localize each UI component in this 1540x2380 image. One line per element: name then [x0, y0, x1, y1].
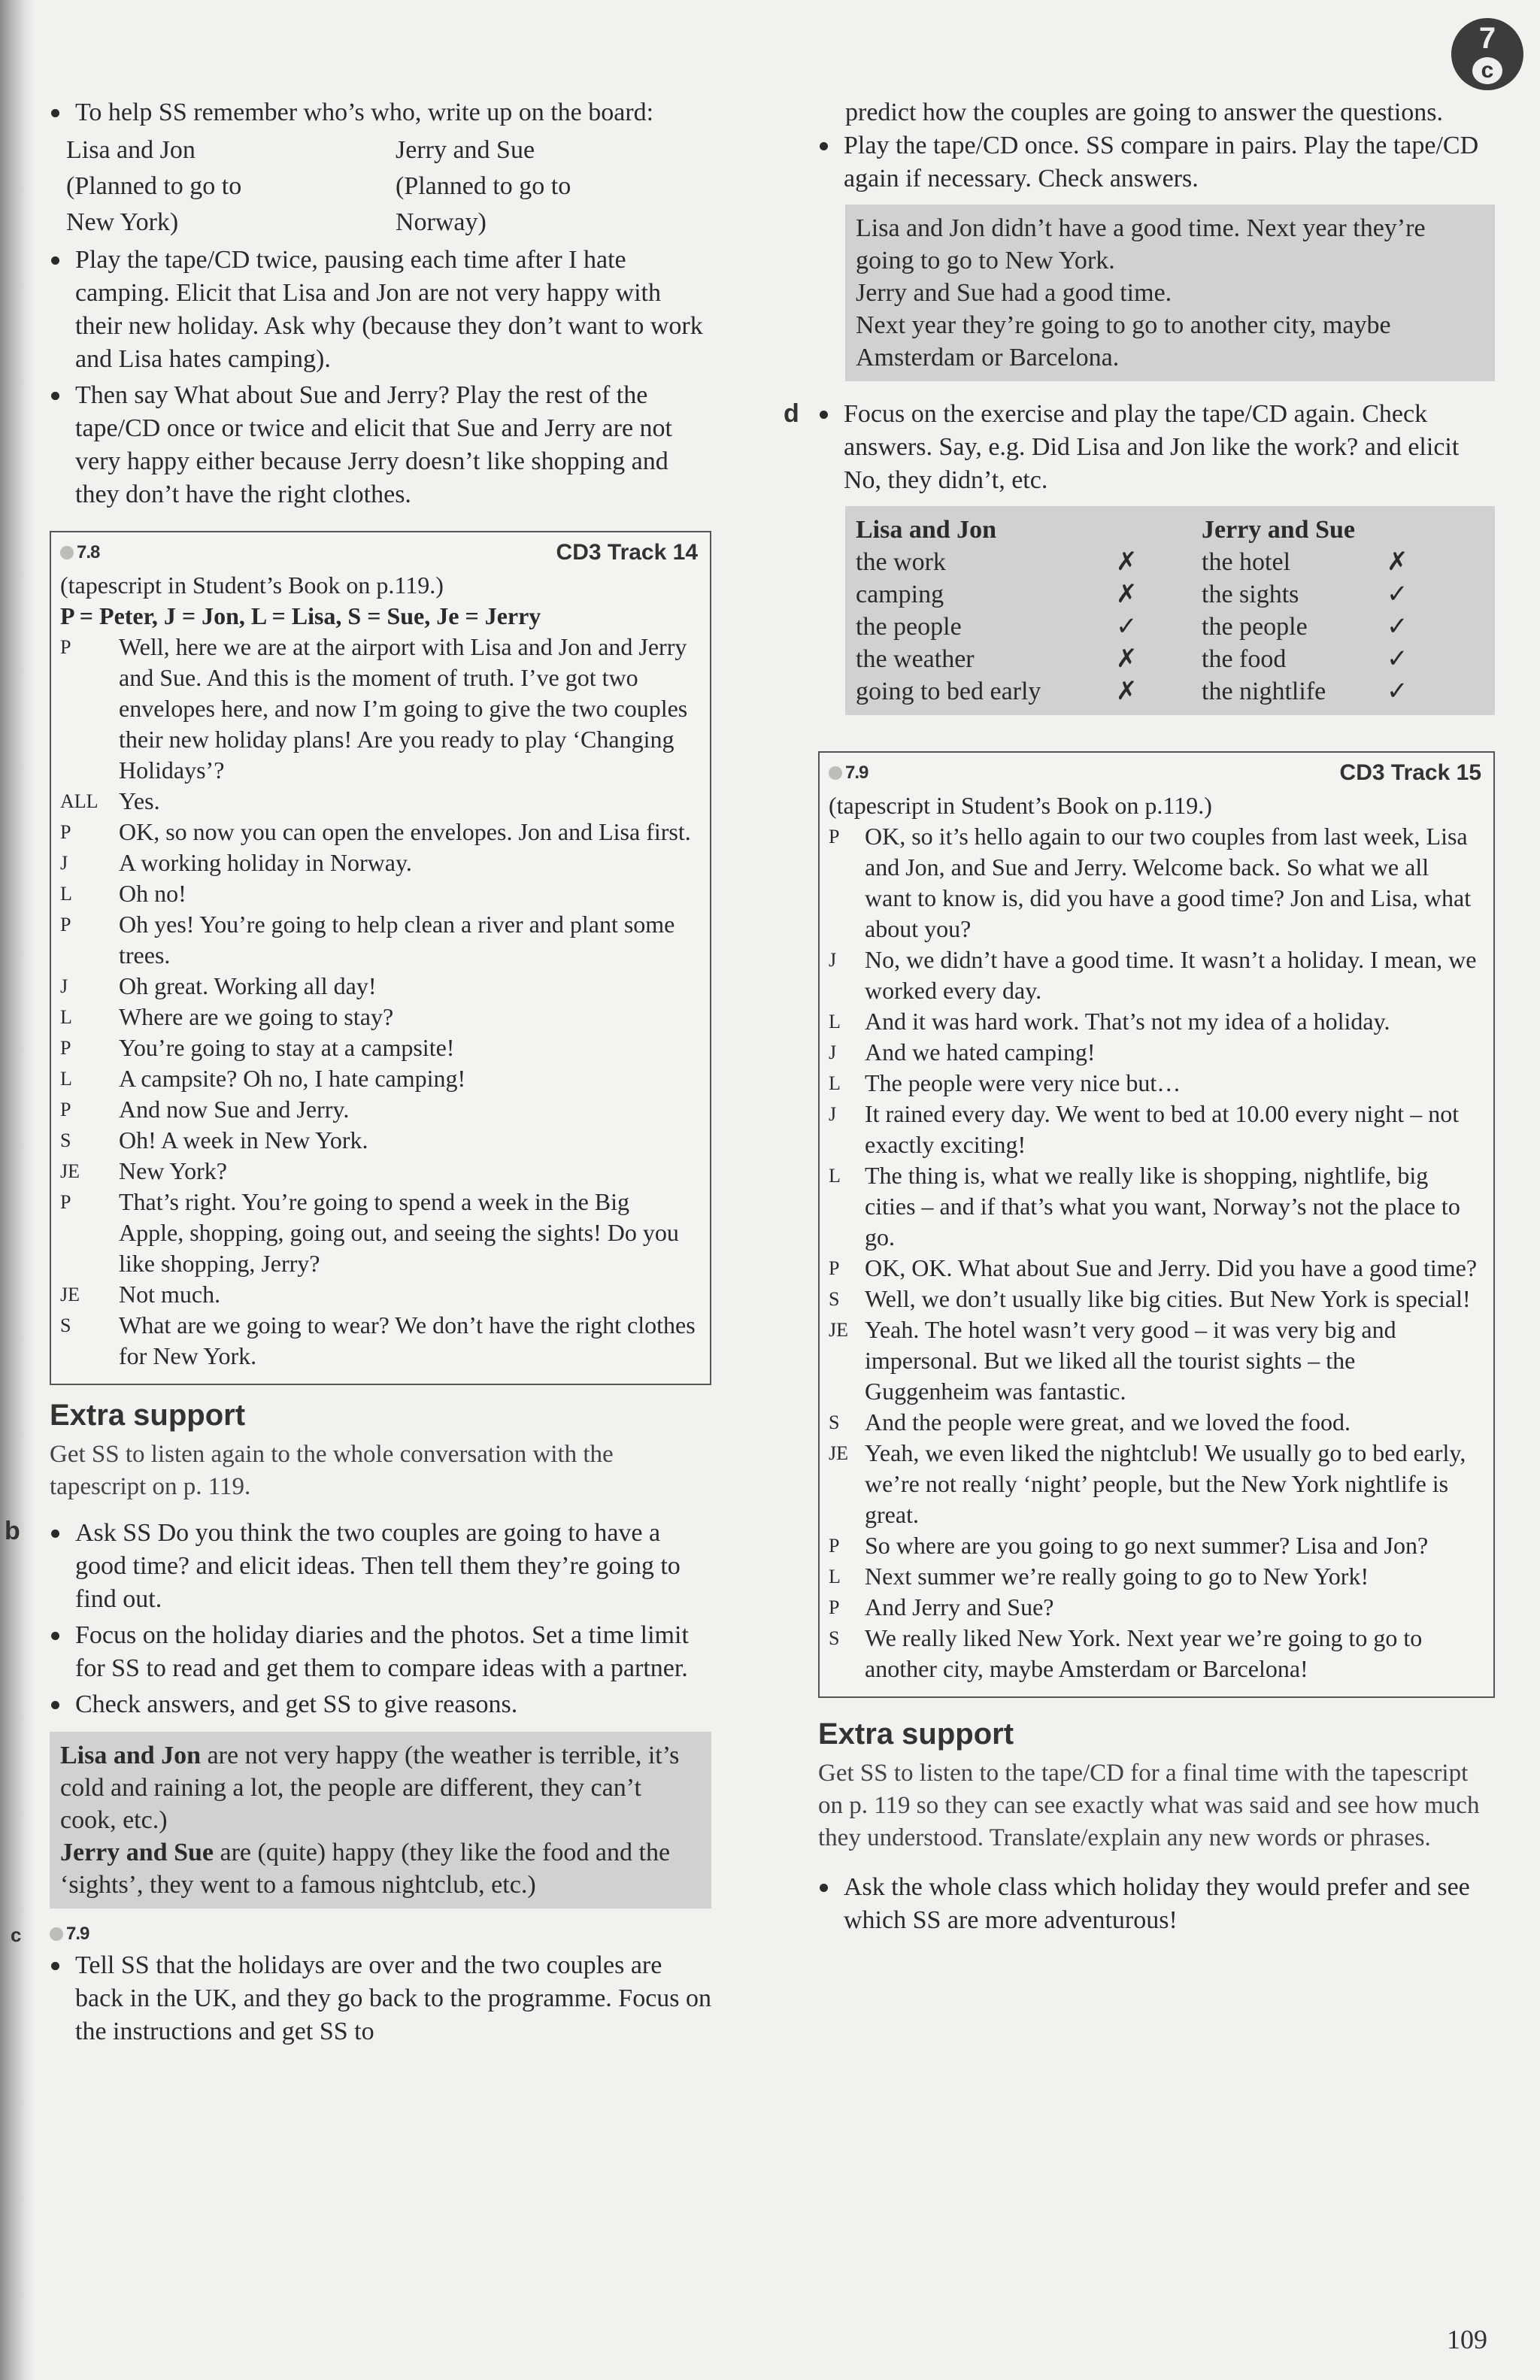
- speaker-label: L: [829, 1011, 841, 1032]
- item-label: the people: [856, 613, 962, 641]
- speaker-text: New York?: [119, 1157, 227, 1184]
- speaker-text: OK, so it’s hello again to our two couples from last week, Lisa and Jon, and Sue and Jerry. Welcome back. So what we all want to know is, did you have a good time? Jon and Lisa, what about you?: [865, 823, 1472, 942]
- answer-line: Lisa and Jon didn’t have a good time. Next year they’re going to go to New York.: [856, 214, 1426, 274]
- track-number: 7.9: [66, 1924, 89, 1944]
- tapescript-line: [60, 1187, 698, 1279]
- speaker-label: L: [829, 1165, 841, 1187]
- tapescript-note: (tapescript in Student’s Book on p.119.): [829, 792, 1212, 819]
- speaker-label: J: [829, 1041, 837, 1063]
- item-label: camping: [856, 581, 944, 608]
- tapescript-box-7-9: [818, 751, 1495, 1698]
- speaker-text: You’re going to stay at a campsite!: [119, 1034, 455, 1061]
- bullet-whole-class: Ask the whole class which holiday they would prefer and see which SS are more adventurous!: [818, 1871, 1495, 1937]
- tapescript-line: [829, 1160, 1481, 1253]
- speaker-text: Where are we going to stay?: [119, 1003, 394, 1030]
- tapescript-line: [829, 1592, 1481, 1623]
- speaker-text: That’s right. You’re going to spend a week in the Big Apple, shopping, going out, and seeing the sights! Do you like shopping, Jerry?: [119, 1188, 679, 1277]
- bullet-holiday-diaries: Focus on the holiday diaries and the photos. Set a time limit for SS to read and get them to compare ideas with a partner.: [50, 1619, 711, 1685]
- extra-support-text: Get SS to listen to the tape/CD for a final time with the tapescript on p. 119 so they can see exactly what was said and see how much they understood. Translate/explain any new words or phrases.: [818, 1760, 1480, 1851]
- mark-icon: ✓: [1387, 678, 1408, 705]
- speaker-label: S: [60, 1129, 71, 1151]
- bullet-holidays-over: Tell SS that the holidays are over and the two couples are back in the UK, and they go back to the programme. Focus on the instructions and get SS to: [50, 1949, 711, 2048]
- speaker-text: What are we going to wear? We don’t have the right clothes for New York.: [119, 1311, 696, 1369]
- speaker-label: P: [829, 1596, 840, 1618]
- page-binding-shadow: [0, 0, 35, 2380]
- mark-icon: ✓: [1387, 581, 1408, 608]
- speaker-label: J: [60, 975, 68, 997]
- speaker-label: JE: [829, 1319, 848, 1341]
- speaker-label: P: [60, 1037, 71, 1059]
- tapescript-line: [829, 1407, 1481, 1438]
- board-line: Norway): [396, 208, 487, 236]
- speaker-text: OK, OK. What about Sue and Jerry. Did you have a good time?: [865, 1254, 1478, 1281]
- speaker-label: P: [60, 1099, 71, 1120]
- board-line: New York): [66, 208, 179, 236]
- speaker-text: Yeah. The hotel wasn’t very good – it was very big and impersonal. But we liked all the tourist sights – the Guggenheim was fantastic.: [865, 1316, 1396, 1405]
- likes-table-head: [856, 514, 1484, 546]
- likes-row: [856, 675, 1484, 708]
- speaker-label: P: [60, 914, 71, 935]
- tapescript-note: (tapescript in Student’s Book on p.119.): [60, 572, 444, 599]
- track-label: CD3 Track 15: [1339, 760, 1481, 785]
- item-label: going to bed early: [856, 678, 1041, 705]
- speaker-label: JE: [60, 1284, 80, 1305]
- bullet-check-answers: Check answers, and get SS to give reasons.: [50, 1688, 711, 1721]
- answers-box-b: [50, 1732, 711, 1909]
- bullet-board: To help SS remember who’s who, write up on the board:: [50, 96, 711, 129]
- tapescript-line: [60, 847, 698, 878]
- speaker-text: The thing is, what we really like is shopping, nightlife, big cities – and if that’s what you want, Norway’s not the place to go.: [865, 1162, 1460, 1251]
- mark-icon: ✗: [1116, 548, 1138, 576]
- track-number: 7.9: [845, 763, 869, 783]
- tapescript-line: [829, 1037, 1481, 1068]
- board-line: (Planned to go to: [396, 172, 571, 200]
- speaker-text: Oh yes! You’re going to help clean a river and plant some trees.: [119, 911, 675, 969]
- extra-support-heading: Extra support: [50, 1399, 246, 1432]
- tapescript-lines: [60, 632, 698, 1372]
- bullet-sue-jerry: Then say What about Sue and Jerry? Play the rest of the tape/CD once or twice and elicit that Sue and Jerry are not very happy either because Jerry doesn’t like shopping and they don’t have the right clothes.: [50, 379, 711, 511]
- tapescript-line: [60, 1002, 698, 1032]
- section-b: [5, 1517, 711, 1909]
- tapescript-line: [60, 786, 698, 817]
- section-letter: d: [784, 399, 799, 428]
- board-line: Lisa and Jon: [66, 136, 196, 164]
- speaker-text: The people were very nice but…: [865, 1069, 1181, 1096]
- mark-icon: ✗: [1387, 548, 1408, 576]
- speaker-label: JE: [60, 1160, 80, 1182]
- section-letter: c: [11, 1924, 22, 1946]
- speaker-text: We really liked New York. Next year we’re going to go to another city, maybe Amsterdam or Barcelona!: [865, 1624, 1423, 1682]
- tapescript-line: [829, 1623, 1481, 1684]
- speaker-text: Yes.: [119, 787, 160, 814]
- speaker-text: Oh! A week in New York.: [119, 1126, 368, 1154]
- item-label: the sights: [1202, 581, 1299, 608]
- tapescript-line: [829, 1253, 1481, 1284]
- speaker-label: S: [829, 1288, 840, 1310]
- section-c: [11, 1924, 712, 2048]
- speaker-text: Next summer we’re really going to go to New York!: [865, 1563, 1369, 1590]
- tapescript-line: [60, 1310, 698, 1372]
- bullet-play-once: Play the tape/CD once. SS compare in pairs. Play the tape/CD again if necessary. Check answers.: [818, 129, 1495, 196]
- speaker-label: P: [829, 826, 840, 847]
- extra-support-heading: Extra support: [818, 1718, 1014, 1751]
- speaker-text: Yeah, we even liked the nightclub! We usually go to bed early, we’re not really ‘night’ people, but the New York nightlife is great.: [865, 1439, 1466, 1528]
- speaker-text: And it was hard work. That’s not my idea of a holiday.: [865, 1008, 1390, 1035]
- board-col-jerry-sue: [396, 132, 696, 241]
- tapescript-line: [60, 632, 698, 786]
- speaker-text: No, we didn’t have a good time. It wasn’t a holiday. I mean, we worked every day.: [865, 946, 1477, 1004]
- speaker-text: A working holiday in Norway.: [119, 849, 412, 876]
- board-col-lisa-jon: [66, 132, 396, 241]
- mark-icon: ✗: [1116, 678, 1138, 705]
- tapescript-line: [60, 971, 698, 1002]
- speaker-text: Well, we don’t usually like big cities. But New York is special!: [865, 1285, 1471, 1312]
- speaker-label: P: [829, 1257, 840, 1279]
- answers-box-c: [845, 205, 1495, 381]
- answer-name: Lisa and Jon: [60, 1742, 202, 1769]
- speaker-label: L: [60, 1006, 72, 1028]
- bullet-play-twice: Play the tape/CD twice, pausing each time after I hate camping. Elicit that Lisa and Jon are not very happy with their new holiday. Ask why (because they don’t want to work and Lisa hates camping).: [50, 244, 711, 376]
- answer-lisa-jon: [60, 1739, 701, 1836]
- tapescript-line: [829, 1561, 1481, 1592]
- speaker-text: And now Sue and Jerry.: [119, 1096, 350, 1123]
- likes-table-rows: [856, 546, 1484, 708]
- speaker-label: L: [60, 1068, 72, 1090]
- speaker-text: Not much.: [119, 1281, 221, 1308]
- speaker-label: S: [829, 1627, 840, 1649]
- speaker-label: J: [60, 852, 68, 874]
- mark-icon: ✓: [1387, 613, 1408, 641]
- item-label: the nightlife: [1202, 678, 1326, 705]
- speaker-text: A campsite? Oh no, I hate camping!: [119, 1065, 466, 1092]
- tapescript-line: [829, 1438, 1481, 1530]
- page-number: 109: [1447, 2324, 1487, 2354]
- tapescript-line: [829, 821, 1481, 944]
- speaker-label: S: [829, 1411, 840, 1433]
- bullet-ask-ss: Ask SS Do you think the two couples are going to have a good time? and elicit ideas. Then tell them they’re going to find out.: [50, 1517, 711, 1616]
- tapescript-line: [829, 1284, 1481, 1314]
- tapescript-line: [60, 909, 698, 971]
- tapescript-line: [829, 1099, 1481, 1160]
- track-label: CD3 Track 14: [556, 540, 698, 565]
- mark-icon: ✗: [1116, 581, 1138, 608]
- speaker-label: JE: [829, 1442, 848, 1464]
- answer-text: are (quite) happy (they like the food and the ‘sights’, they went to a famous nightclub, etc.): [60, 1839, 671, 1899]
- speaker-label: P: [60, 636, 71, 658]
- answer-line: Next year they’re going to go to another city, maybe Amsterdam or Barcelona.: [856, 311, 1391, 371]
- tapescript-line: [60, 1032, 698, 1063]
- audio-icon: [50, 1924, 89, 1944]
- section-d: [784, 398, 1495, 715]
- item-label: the people: [1202, 613, 1308, 641]
- tapescript-line: [829, 944, 1481, 1006]
- item-label: the food: [1202, 645, 1287, 673]
- item-label: the hotel: [1202, 548, 1291, 576]
- speaker-label: L: [829, 1072, 841, 1094]
- speaker-label: P: [829, 1535, 840, 1557]
- answer-text: are not very happy (the weather is terrible, it’s cold and raining a lot, the people are different, they can’t cook, etc.): [60, 1742, 680, 1834]
- audio-icon: [829, 763, 868, 784]
- col-head-lisa-jon: Lisa and Jon: [856, 516, 997, 544]
- speaker-text: And the people were great, and we loved the food.: [865, 1408, 1351, 1436]
- item-label: the work: [856, 548, 946, 576]
- speaker-label: S: [60, 1314, 71, 1336]
- tapescript-line: [829, 1068, 1481, 1099]
- board-names: [50, 132, 711, 241]
- section-letter: b: [5, 1517, 20, 1545]
- mark-icon: ✓: [1387, 645, 1408, 673]
- tapescript-line: [60, 1156, 698, 1187]
- left-column: [5, 96, 712, 2051]
- tapescript-header: [829, 760, 1481, 786]
- mark-icon: ✗: [1116, 645, 1138, 673]
- speaker-text: Well, here we are at the airport with Lisa and Jon and Jerry and Sue. And this is the moment of truth. I’ve got two envelopes here, and now I’m going to give the two couples their new holiday plans! Are you ready to play ‘Changing Holidays’?: [119, 633, 688, 784]
- likes-row: [856, 546, 1484, 578]
- unit-badge: [1451, 18, 1523, 90]
- answer-line: Jerry and Sue had a good time.: [856, 279, 1172, 307]
- tapescript-line: [60, 817, 698, 847]
- tapescript-lines: [829, 821, 1481, 1684]
- extra-support-text: Get SS to listen again to the whole conversation with the tapescript on p. 119.: [50, 1441, 614, 1500]
- speaker-label: P: [60, 821, 71, 843]
- tapescript-header: [60, 540, 698, 565]
- answer-jerry-sue: [60, 1836, 701, 1901]
- speaker-label: P: [60, 1191, 71, 1213]
- unit-number: 7: [1478, 22, 1496, 55]
- answer-name: Jerry and Sue: [60, 1839, 214, 1866]
- tapescript-line: [60, 1063, 698, 1094]
- bullet-focus-exercise: Focus on the exercise and play the tape/CD again. Check answers. Say, e.g. Did Lisa and Jon like the work? and elicit No, they didn’t, etc.: [818, 398, 1495, 497]
- board-line: (Planned to go to: [66, 172, 242, 200]
- speaker-label: ALL: [60, 790, 99, 812]
- col-head-jerry-sue: Jerry and Sue: [1202, 516, 1355, 544]
- unit-letter: c: [1472, 57, 1502, 84]
- tapescript-box-7-8: [50, 531, 711, 1385]
- speaker-text: So where are you going to go next summer? Lisa and Jon?: [865, 1532, 1429, 1559]
- mark-icon: ✓: [1116, 613, 1138, 641]
- speaker-text: And Jerry and Sue?: [865, 1593, 1054, 1621]
- speaker-label: L: [60, 883, 72, 905]
- item-label: the weather: [856, 645, 975, 673]
- tapescript-line: [60, 1094, 698, 1125]
- speaker-label: L: [829, 1566, 841, 1587]
- likes-row: [856, 611, 1484, 643]
- tapescript-line: [829, 1530, 1481, 1561]
- tapescript-line: [829, 1314, 1481, 1407]
- track-number: 7.8: [77, 542, 100, 562]
- likes-row: [856, 643, 1484, 675]
- tapescript-line: [60, 1279, 698, 1310]
- speaker-text: It rained every day. We went to bed at 10.00 every night – not exactly exciting!: [865, 1100, 1460, 1158]
- continued-text: predict how the couples are going to answer the questions.: [845, 99, 1444, 126]
- board-line: Jerry and Sue: [396, 136, 535, 164]
- tapescript-line: [60, 878, 698, 909]
- speaker-key: P = Peter, J = Jon, L = Lisa, S = Sue, Je = Jerry: [60, 602, 541, 629]
- speaker-label: J: [829, 949, 837, 971]
- speaker-text: And we hated camping!: [865, 1038, 1096, 1066]
- speaker-text: Oh no!: [119, 880, 186, 907]
- likes-row: [856, 578, 1484, 611]
- speaker-label: J: [829, 1103, 837, 1125]
- right-column: [784, 96, 1495, 1940]
- speaker-text: Oh great. Working all day!: [119, 972, 377, 999]
- likes-table: [845, 506, 1495, 715]
- audio-icon: [60, 542, 99, 563]
- tapescript-line: [60, 1125, 698, 1156]
- tapescript-line: [829, 1006, 1481, 1037]
- speaker-text: OK, so now you can open the envelopes. Jon and Lisa first.: [119, 818, 691, 845]
